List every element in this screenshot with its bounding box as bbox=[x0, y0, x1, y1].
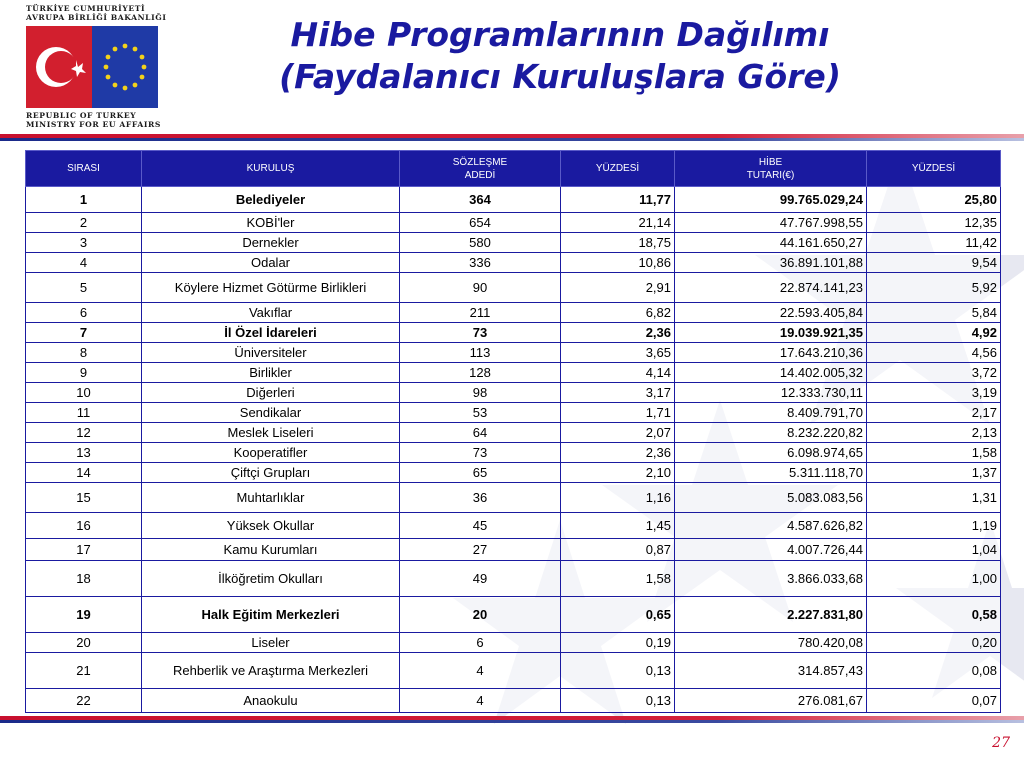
table-cell: Birlikler bbox=[142, 363, 400, 383]
table-cell: 12,35 bbox=[867, 213, 1001, 233]
table-cell: 4,14 bbox=[561, 363, 675, 383]
table-cell: 22.593.405,84 bbox=[675, 303, 867, 323]
table-cell: 20 bbox=[26, 633, 142, 653]
table-row bbox=[26, 273, 1001, 303]
table-cell: 19 bbox=[26, 597, 142, 633]
table-cell: 4 bbox=[400, 689, 561, 713]
table-cell: 17 bbox=[26, 539, 142, 561]
table-cell: 2 bbox=[26, 213, 142, 233]
table-row bbox=[26, 483, 1001, 513]
table-cell: Anaokulu bbox=[142, 689, 400, 713]
table-row bbox=[26, 513, 1001, 539]
header-sozlesme-line2: ADEDİ bbox=[464, 169, 496, 181]
logo-top-text bbox=[26, 4, 166, 22]
header-hibe-line2: TUTARI(€) bbox=[746, 169, 795, 181]
table-cell: 45 bbox=[400, 513, 561, 539]
table-cell: Meslek Liseleri bbox=[142, 423, 400, 443]
table-cell: 211 bbox=[400, 303, 561, 323]
table-cell: 364 bbox=[400, 187, 561, 213]
table-cell: Dernekler bbox=[142, 233, 400, 253]
ministry-logo bbox=[24, 4, 167, 129]
table-row bbox=[26, 561, 1001, 597]
table-cell: 7 bbox=[26, 323, 142, 343]
table-cell: 0,87 bbox=[561, 539, 675, 561]
table-cell: 5.311.118,70 bbox=[675, 463, 867, 483]
table-cell: 3,65 bbox=[561, 343, 675, 363]
table-cell: 14 bbox=[26, 463, 142, 483]
table-row bbox=[26, 323, 1001, 343]
table-cell: 0,07 bbox=[867, 689, 1001, 713]
table-cell: 0,13 bbox=[561, 653, 675, 689]
logo-bottom-text bbox=[26, 111, 161, 129]
table-cell: 20 bbox=[400, 597, 561, 633]
table-cell: Rehberlik ve Araştırma Merkezleri bbox=[142, 653, 400, 689]
header-yuzdesi-1: YÜZDESİ bbox=[561, 151, 675, 187]
table-cell: Kooperatifler bbox=[142, 443, 400, 463]
table-cell: Belediyeler bbox=[142, 187, 400, 213]
table-cell: 5,92 bbox=[867, 273, 1001, 303]
table-row bbox=[26, 383, 1001, 403]
table-cell: 10 bbox=[26, 383, 142, 403]
table-body bbox=[26, 187, 1001, 713]
table-cell: 36 bbox=[400, 483, 561, 513]
table-cell: 4,92 bbox=[867, 323, 1001, 343]
grant-distribution-table bbox=[25, 150, 1001, 713]
table-cell: 1,45 bbox=[561, 513, 675, 539]
table-cell: 16 bbox=[26, 513, 142, 539]
table-cell: 113 bbox=[400, 343, 561, 363]
table-cell: 2,17 bbox=[867, 403, 1001, 423]
table-cell: 0,13 bbox=[561, 689, 675, 713]
table-row bbox=[26, 423, 1001, 443]
table-cell: 65 bbox=[400, 463, 561, 483]
table-cell: 3,19 bbox=[867, 383, 1001, 403]
table-cell: Köylere Hizmet Götürme Birlikleri bbox=[142, 273, 400, 303]
table-cell: 6 bbox=[400, 633, 561, 653]
table-cell: 2.227.831,80 bbox=[675, 597, 867, 633]
table-cell: 654 bbox=[400, 213, 561, 233]
table-cell: 4.007.726,44 bbox=[675, 539, 867, 561]
table-cell: 44.161.650,27 bbox=[675, 233, 867, 253]
table-cell: 4 bbox=[400, 653, 561, 689]
table-cell: 128 bbox=[400, 363, 561, 383]
table-row bbox=[26, 653, 1001, 689]
logo-bottom-line2: MINISTRY FOR EU AFFAIRS bbox=[26, 120, 162, 129]
table-cell: 3.866.033,68 bbox=[675, 561, 867, 597]
table-cell: 90 bbox=[400, 273, 561, 303]
table-cell: 49 bbox=[400, 561, 561, 597]
table-row bbox=[26, 539, 1001, 561]
table-cell: Halk Eğitim Merkezleri bbox=[142, 597, 400, 633]
table-row bbox=[26, 303, 1001, 323]
table-cell: 18,75 bbox=[561, 233, 675, 253]
table-cell: Diğerleri bbox=[142, 383, 400, 403]
header-sozlesme-line1: SÖZLEŞME bbox=[452, 156, 508, 168]
header-kurulus: KURULUŞ bbox=[142, 151, 400, 187]
table-cell: 4.587.626,82 bbox=[675, 513, 867, 539]
top-divider-blue bbox=[0, 138, 1024, 141]
table-row bbox=[26, 187, 1001, 213]
table-row bbox=[26, 233, 1001, 253]
table-cell: 0,19 bbox=[561, 633, 675, 653]
table-cell: Muhtarlıklar bbox=[142, 483, 400, 513]
table-cell: 10,86 bbox=[561, 253, 675, 273]
table-cell: 4,56 bbox=[867, 343, 1001, 363]
table-cell: 1 bbox=[26, 187, 142, 213]
table-row bbox=[26, 689, 1001, 713]
table-row bbox=[26, 463, 1001, 483]
table-cell: 1,31 bbox=[867, 483, 1001, 513]
page-title bbox=[180, 14, 940, 98]
table-row bbox=[26, 633, 1001, 653]
table-cell: 0,08 bbox=[867, 653, 1001, 689]
table-cell: Vakıflar bbox=[142, 303, 400, 323]
table-cell: 53 bbox=[400, 403, 561, 423]
bottom-divider-blue bbox=[0, 720, 1024, 723]
table-cell: Çiftçi Grupları bbox=[142, 463, 400, 483]
table-cell: 9 bbox=[26, 363, 142, 383]
table-cell: 11,42 bbox=[867, 233, 1001, 253]
table-cell: 1,58 bbox=[867, 443, 1001, 463]
table-cell: 8 bbox=[26, 343, 142, 363]
table-cell: 2,36 bbox=[561, 323, 675, 343]
table-cell: 780.420,08 bbox=[675, 633, 867, 653]
table-cell: 19.039.921,35 bbox=[675, 323, 867, 343]
table-cell: 580 bbox=[400, 233, 561, 253]
table-cell: 9,54 bbox=[867, 253, 1001, 273]
table-cell: 11,77 bbox=[561, 187, 675, 213]
table-row bbox=[26, 403, 1001, 423]
logo-top-line1: TÜRKİYE CUMHURİYETİ bbox=[26, 4, 146, 13]
table-cell: 1,00 bbox=[867, 561, 1001, 597]
header-hibe-line1: HİBE bbox=[758, 156, 783, 168]
table-cell: 73 bbox=[400, 443, 561, 463]
flag-emblem-icon bbox=[26, 26, 158, 108]
table-cell: 4 bbox=[26, 253, 142, 273]
logo-top-line2: AVRUPA BİRLİĞİ BAKANLIĞI bbox=[26, 13, 167, 22]
table-cell: 0,20 bbox=[867, 633, 1001, 653]
table-cell: 21 bbox=[26, 653, 142, 689]
table-row bbox=[26, 363, 1001, 383]
table-cell: 22.874.141,23 bbox=[675, 273, 867, 303]
table-cell: 12 bbox=[26, 423, 142, 443]
page-title-line2: (Faydalanıcı Kuruluşlara Göre) bbox=[279, 57, 841, 96]
header-yuzdesi-2: YÜZDESİ bbox=[867, 151, 1001, 187]
table-cell: 3 bbox=[26, 233, 142, 253]
table-cell: 2,13 bbox=[867, 423, 1001, 443]
table-cell: Odalar bbox=[142, 253, 400, 273]
table-cell: 6.098.974,65 bbox=[675, 443, 867, 463]
table-cell: 14.402.005,32 bbox=[675, 363, 867, 383]
table-cell: 73 bbox=[400, 323, 561, 343]
table-cell: 21,14 bbox=[561, 213, 675, 233]
table-cell: 64 bbox=[400, 423, 561, 443]
table-cell: 6,82 bbox=[561, 303, 675, 323]
table-cell: 36.891.101,88 bbox=[675, 253, 867, 273]
table-cell: 2,07 bbox=[561, 423, 675, 443]
table-cell: 6 bbox=[26, 303, 142, 323]
table-cell: 47.767.998,55 bbox=[675, 213, 867, 233]
table-cell: 99.765.029,24 bbox=[675, 187, 867, 213]
table-cell: 12.333.730,11 bbox=[675, 383, 867, 403]
table-cell: 15 bbox=[26, 483, 142, 513]
table-cell: 11 bbox=[26, 403, 142, 423]
table-cell: 5 bbox=[26, 273, 142, 303]
table-row bbox=[26, 253, 1001, 273]
table-row bbox=[26, 597, 1001, 633]
table-cell: 5.083.083,56 bbox=[675, 483, 867, 513]
table-cell: 98 bbox=[400, 383, 561, 403]
table-cell: Kamu Kurumları bbox=[142, 539, 400, 561]
table-cell: 314.857,43 bbox=[675, 653, 867, 689]
table-cell: 5,84 bbox=[867, 303, 1001, 323]
table-cell: KOBİ'ler bbox=[142, 213, 400, 233]
table-cell: 1,19 bbox=[867, 513, 1001, 539]
table-cell: 13 bbox=[26, 443, 142, 463]
table-cell: İl Özel İdareleri bbox=[142, 323, 400, 343]
table-cell: İlköğretim Okulları bbox=[142, 561, 400, 597]
table-cell: 8.232.220,82 bbox=[675, 423, 867, 443]
table-cell: 3,17 bbox=[561, 383, 675, 403]
logo-bottom-line1: REPUBLIC OF TURKEY bbox=[26, 111, 137, 120]
table-cell: 1,58 bbox=[561, 561, 675, 597]
table-cell: 0,58 bbox=[867, 597, 1001, 633]
table-cell: Üniversiteler bbox=[142, 343, 400, 363]
header-sozlesme-adedi bbox=[400, 151, 561, 187]
table-cell: 1,16 bbox=[561, 483, 675, 513]
table-cell: 2,91 bbox=[561, 273, 675, 303]
table-cell: 1,71 bbox=[561, 403, 675, 423]
table-row bbox=[26, 213, 1001, 233]
table-cell: 1,37 bbox=[867, 463, 1001, 483]
table-cell: 18 bbox=[26, 561, 142, 597]
table-cell: 2,36 bbox=[561, 443, 675, 463]
table-row bbox=[26, 443, 1001, 463]
table-cell: 0,65 bbox=[561, 597, 675, 633]
table-cell: 336 bbox=[400, 253, 561, 273]
table-cell: 2,10 bbox=[561, 463, 675, 483]
table-cell: 22 bbox=[26, 689, 142, 713]
page-number: 27 bbox=[992, 735, 1010, 751]
table-row bbox=[26, 343, 1001, 363]
table-cell: 17.643.210,36 bbox=[675, 343, 867, 363]
table-cell: Sendikalar bbox=[142, 403, 400, 423]
header-hibe-tutari bbox=[675, 151, 867, 187]
table-cell: Yüksek Okullar bbox=[142, 513, 400, 539]
table-cell: 3,72 bbox=[867, 363, 1001, 383]
table-cell: 27 bbox=[400, 539, 561, 561]
table-cell: 8.409.791,70 bbox=[675, 403, 867, 423]
table-header-row bbox=[26, 151, 1001, 187]
header-sirasi: SIRASI bbox=[26, 151, 142, 187]
page-title-line1: Hibe Programlarının Dağılımı bbox=[290, 15, 830, 54]
table-cell: 25,80 bbox=[867, 187, 1001, 213]
table-cell: Liseler bbox=[142, 633, 400, 653]
table-cell: 1,04 bbox=[867, 539, 1001, 561]
table-cell: 276.081,67 bbox=[675, 689, 867, 713]
